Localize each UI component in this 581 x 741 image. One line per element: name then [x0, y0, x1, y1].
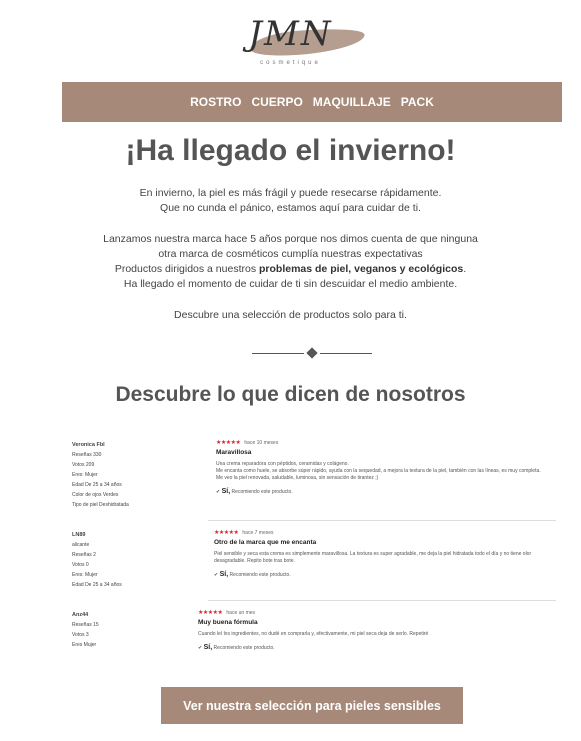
intro-line-1: En invierno, la piel es más frágil y puede resecarse rápidamente.	[139, 187, 442, 199]
reviewer-meta: Eres Mujer	[72, 642, 97, 648]
divider-line-right	[320, 353, 372, 354]
reviewer-meta: Edad De 25 a 34 años	[72, 482, 122, 488]
recommend-text: Recomiendo este producto.	[229, 572, 291, 578]
recommend-text: Recomiendo este producto.	[231, 489, 293, 495]
story-line-3	[0, 262, 581, 277]
reviewer-meta: Reseñas 15	[72, 622, 99, 628]
review-separator	[208, 600, 556, 601]
reviewer-meta: Votos 3	[72, 632, 89, 638]
review-body-line: Me veo la piel renovada, saludable, luminosa, sin sensación de tirantez ;)	[216, 475, 379, 481]
recommend-text: Recomiendo este producto.	[213, 645, 275, 651]
reviewer-meta: Reseñas 330	[72, 452, 102, 458]
check-circle-icon: ✔	[198, 645, 203, 651]
story-line-4: Ha llegado el momento de cuidar de ti sin descuidar el medio ambiente.	[123, 278, 458, 290]
intro-text	[0, 186, 581, 216]
nav-item-cuerpo[interactable]: CUERPO	[251, 95, 303, 109]
review-date: hace un mes	[226, 610, 256, 616]
check-circle-icon: ✔	[214, 572, 219, 578]
reviewer-meta: Votos 0	[72, 562, 89, 568]
reviews-section-title: Descubre lo que dicen de nosotros	[115, 383, 466, 406]
discover-text: Descubre una selección de productos solo para ti.	[174, 309, 407, 321]
diamond-icon	[306, 347, 317, 358]
star-rating-icon: ★★★★★	[198, 610, 223, 616]
review-date: hace 7 meses	[242, 530, 274, 536]
review-body-line: desagradable. Repito bote tras bote.	[214, 558, 295, 564]
reviewer-meta: Eres: Mujer	[72, 472, 98, 478]
review-content	[198, 610, 538, 652]
review-body-line: Una crema reparadora con péptidos, ceramidas y colágeno.	[216, 461, 349, 467]
reviewer-info	[72, 440, 202, 510]
intro-line-2: Que no cunda el pánico, estamos aquí para cuidar de ti.	[160, 202, 421, 214]
page-headline: ¡Ha llegado el invierno!	[125, 134, 456, 167]
story-line-2: otra marca de cosméticos cumplía nuestras expectativas	[158, 248, 423, 260]
recommend-yes: Sí,	[203, 644, 213, 651]
reviewer-meta: Color de ojos Verdes	[72, 492, 119, 498]
reviewer-meta: alicante	[72, 542, 90, 548]
review-body-line: Me encanta como huele, se absorbe súper rápido, ayuda con la sequedad, a mejora la textura de la piel, también con las líneas, es muy completa.	[216, 468, 541, 474]
review-body-line: Piel sensible y seca esta crema es simplemente maravillosa. La textura es super agradable, me deja la piel hidratada todo el día y no tiene olor	[214, 551, 532, 557]
story-line-1: Lanzamos nuestra marca hace 5 años porque nos dimos cuenta de que ninguna	[103, 233, 478, 245]
reviewer-meta: Edad De 25 a 34 años	[72, 582, 122, 588]
brand-logo[interactable]	[0, 14, 581, 74]
star-rating-icon: ★★★★★	[214, 530, 239, 536]
logo-subtitle: cosmetique	[260, 60, 321, 66]
story-line-3-bold: problemas de piel, veganos y ecológicos	[259, 263, 464, 275]
recommend-line	[198, 644, 538, 652]
star-rating-icon: ★★★★★	[216, 440, 241, 446]
review-title: Muy buena fórmula	[198, 619, 258, 626]
reviewer-meta: Reseñas 2	[72, 552, 96, 558]
nav-item-rostro[interactable]: ROSTRO	[190, 95, 242, 109]
nav-item-pack[interactable]: PACK	[400, 95, 434, 109]
recommend-line	[216, 488, 556, 496]
recommend-yes: Sí,	[219, 571, 229, 578]
review-content	[216, 440, 556, 496]
review-separator	[208, 520, 556, 521]
reviewer-info	[72, 610, 202, 650]
reviewer-name[interactable]: Veronica Fbl	[72, 442, 105, 448]
reviews-panel	[58, 434, 556, 662]
review-title: Maravillosa	[216, 449, 252, 456]
reviewer-meta: Votos 209	[72, 462, 95, 468]
review-date: hace 10 meses	[244, 440, 279, 446]
divider-line-left	[252, 353, 304, 354]
reviewer-name[interactable]: Anz44	[72, 612, 89, 618]
main-nav	[62, 82, 562, 122]
reviewer-info	[72, 530, 202, 590]
review-title: Otro de la marca que me encanta	[214, 539, 317, 546]
nav-item-maquillaje[interactable]: MAQUILLAJE	[312, 95, 391, 109]
check-circle-icon: ✔	[216, 489, 221, 495]
reviewer-meta: Eres: Mujer	[72, 572, 98, 578]
section-divider	[252, 347, 372, 359]
story-line-3-prefix: Productos dirigidos a nuestros	[114, 263, 259, 275]
review-body-line: Cuando leí los ingredientes, no dudé en comprarla y, efectivamente, mi piel seca deja de serlo. Repetiré	[198, 631, 429, 637]
sensitive-skin-selection-button[interactable]: Ver nuestra selección para pieles sensibles	[161, 687, 463, 724]
reviewer-meta: Tipo de piel Deshidratada	[72, 502, 129, 508]
recommend-line	[214, 571, 554, 579]
recommend-yes: Sí,	[221, 488, 231, 495]
story-line-3-suffix: .	[463, 263, 467, 275]
reviewer-name[interactable]: LN89	[72, 532, 86, 538]
review-content	[214, 530, 554, 579]
story-text	[0, 232, 581, 292]
logo-text: JMN	[248, 14, 333, 54]
